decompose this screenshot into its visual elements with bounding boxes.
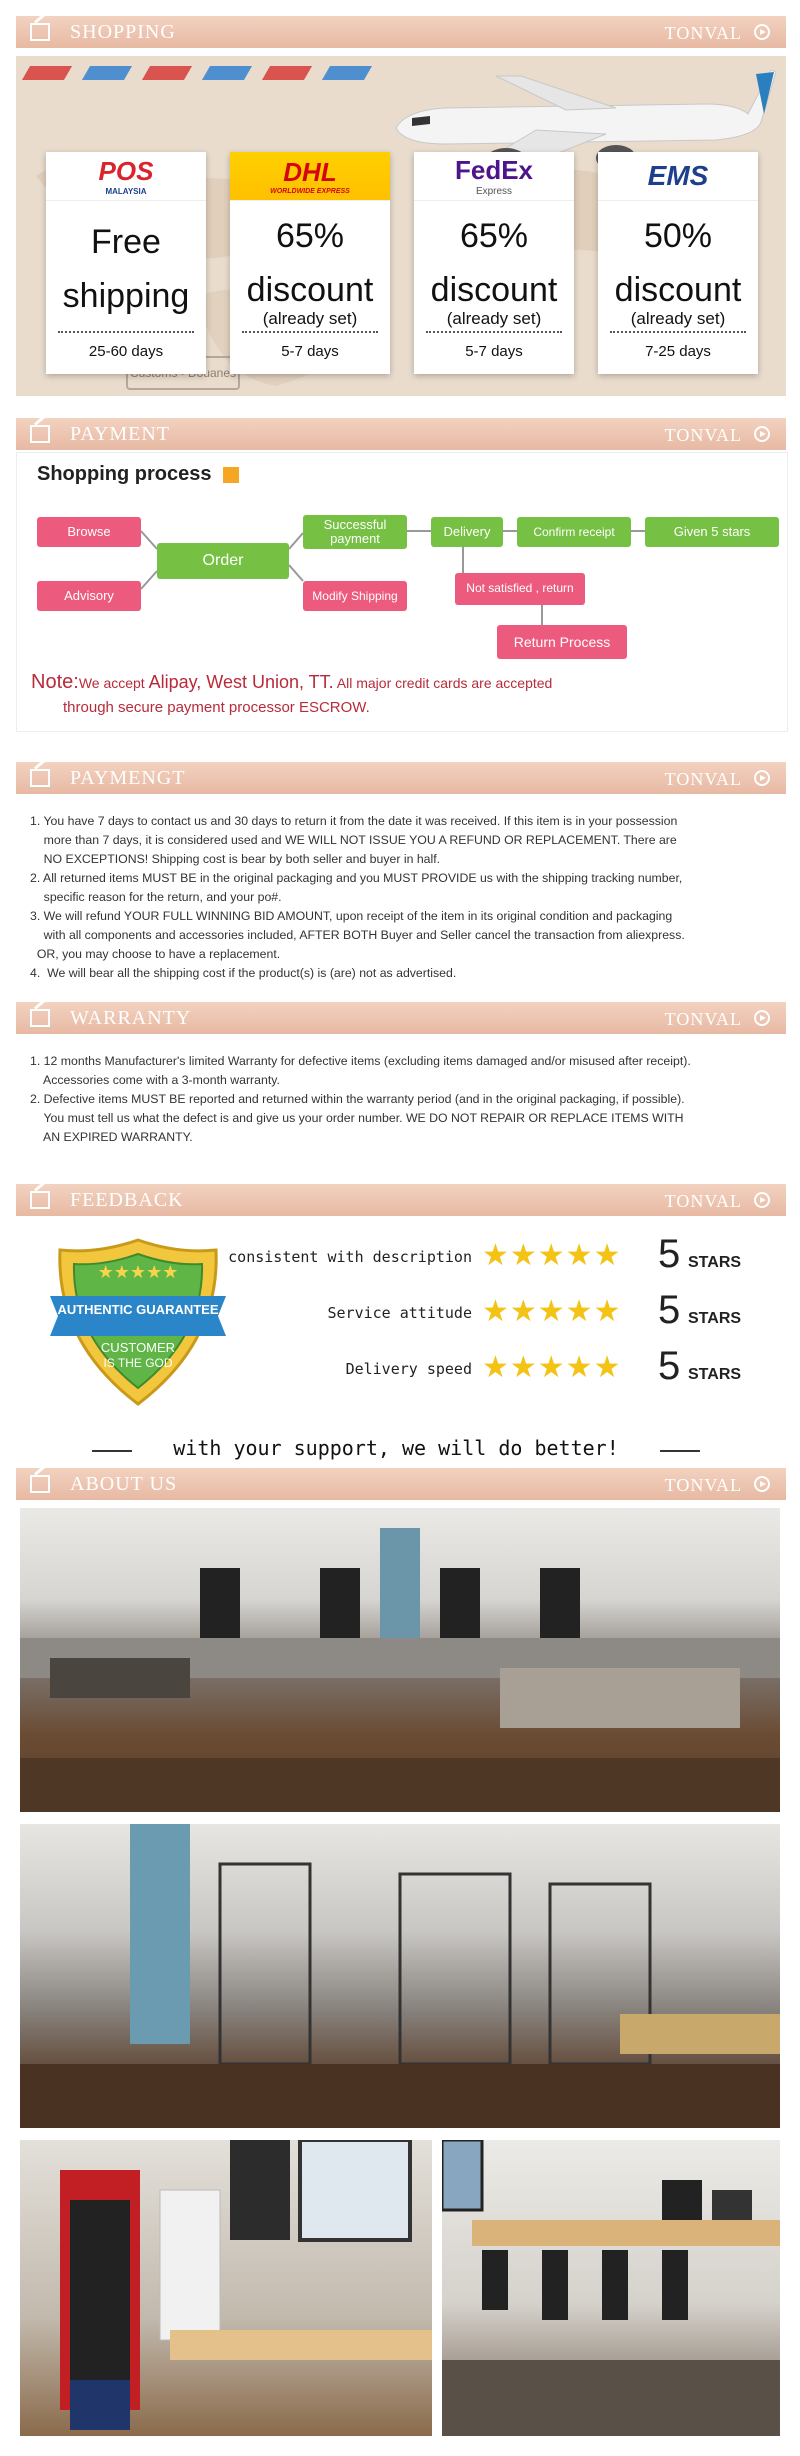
section-title: PAYMENT [70, 423, 170, 445]
brand-label: TONVAL [664, 769, 742, 789]
offer-line1: Free [91, 223, 161, 261]
section-header-feedback [16, 1184, 786, 1216]
offer-line1: 50% [643, 217, 713, 255]
slogan-rule [660, 1450, 700, 1452]
feedback-score: 5 [658, 1232, 681, 1276]
step-given-stars: Given 5 stars [645, 517, 779, 547]
arrow-right-icon[interactable] [754, 24, 770, 40]
term-line: NO EXCEPTIONS! Shipping cost is bear by both seller and buyer in half. [30, 852, 441, 866]
star-rating: ★★★★★ [482, 1295, 622, 1328]
counter-illustration [442, 2140, 780, 2436]
slogan-rule [92, 1450, 132, 1452]
offer-line3: (already set) [446, 309, 542, 328]
note-label: Note: [31, 671, 79, 693]
feedback-unit: STARS [688, 1254, 742, 1271]
edit-icon [30, 1009, 50, 1027]
carrier-logo [46, 152, 206, 201]
office-illustration [20, 1508, 780, 1812]
feedback-unit: STARS [688, 1366, 742, 1383]
arrow-right-icon[interactable] [754, 1476, 770, 1492]
badge-line1: CUSTOMER [100, 1340, 176, 1355]
carrier-name: FedEx [454, 155, 534, 185]
feedback-unit: STARS [688, 1310, 742, 1327]
offer-line2: discount [246, 271, 374, 309]
step-confirm-receipt: Confirm receipt [517, 517, 631, 547]
offer-line2: shipping [62, 277, 190, 315]
airmail-stripe [202, 66, 252, 80]
office-photo [20, 1508, 780, 1812]
section-header-warranty [16, 1002, 786, 1034]
section-header-shopping [16, 16, 786, 48]
term-line: 3. We will refund YOUR FULL WINNING BID AMOUNT, upon receipt of the item in its original condition and packaging [30, 909, 673, 923]
kitchen-illustration [20, 2140, 432, 2436]
carrier-logo [230, 152, 390, 201]
process-arrows [17, 453, 787, 673]
step-not-satisfied: Not satisfied , return [455, 573, 585, 605]
feedback-label: Delivery speed [345, 1360, 472, 1378]
offer-line1: 65% [275, 217, 345, 255]
feedback-score: 5 [658, 1344, 681, 1388]
arrow-right-icon[interactable] [754, 1192, 770, 1208]
delivery-days: 7-25 days [610, 331, 746, 360]
arrow-right-icon[interactable] [754, 426, 770, 442]
svg-text:★★★★★: ★★★★★ [97, 1262, 179, 1283]
warehouse-illustration [20, 1824, 780, 2128]
step-modify-shipping: Modify Shipping [303, 581, 407, 611]
payment-note [31, 671, 552, 694]
edit-icon [30, 1475, 50, 1493]
shipping-card-dhl [230, 152, 390, 374]
step-successful-payment: Successful payment [303, 515, 407, 549]
badge-ribbon: AUTHENTIC GUARANTEE [57, 1302, 219, 1317]
offer-line1: 65% [459, 217, 529, 255]
term-line: AN EXPIRED WARRANTY. [30, 1130, 193, 1144]
note-methods: Alipay, West Union, TT. [148, 672, 334, 692]
section-title: PAYMENGT [70, 767, 186, 789]
section-title: FEEDBACK [70, 1189, 184, 1211]
airmail-stripe [82, 66, 132, 80]
carrier-sub: Express [475, 186, 513, 197]
payment-process-panel [16, 452, 788, 732]
feedback-label: consistent with description [228, 1248, 472, 1266]
note-pre: We accept [78, 675, 149, 691]
payment-note-line2: through secure payment processor ESCROW. [63, 699, 370, 716]
payment-terms [30, 812, 770, 983]
note-post: All major credit cards are accepted [333, 675, 553, 691]
section-title: ABOUT US [70, 1473, 178, 1495]
feedback-label: Service attitude [327, 1304, 472, 1322]
carrier-sub: WORLDWIDE EXPRESS [270, 188, 350, 195]
airmail-stripe [322, 66, 372, 80]
customs-stamp: Douanes [126, 356, 240, 390]
term-line: 1. You have 7 days to contact us and 30 days to return it from the date it was received. If this item is in your possession [30, 814, 678, 828]
shipping-card-pos [46, 152, 206, 374]
term-line: 2. Defective items MUST BE reported and returned within the warranty period (and in the original packaging, if possible). [30, 1092, 685, 1106]
airmail-stripe [22, 66, 72, 80]
edit-icon [30, 23, 50, 41]
offer-line2: discount [614, 271, 742, 309]
shipping-banner [16, 56, 786, 396]
arrow-right-icon[interactable] [754, 1010, 770, 1026]
section-header-about [16, 1468, 786, 1500]
step-order: Order [157, 543, 289, 579]
term-line: 2. All returned items MUST BE in the original packaging and you MUST PROVIDE us with the shipping tracking number, [30, 871, 683, 885]
warranty-terms [30, 1052, 770, 1147]
term-line: Accessories come with a 3-month warranty. [30, 1073, 280, 1087]
section-title: WARRANTY [70, 1007, 192, 1029]
step-browse: Browse [37, 517, 141, 547]
step-delivery: Delivery [431, 517, 503, 547]
star-rating: ★★★★★ [482, 1239, 622, 1272]
process-heading: Shopping process [37, 463, 212, 485]
feedback-score: 5 [658, 1288, 681, 1332]
kitchen-photo-left [20, 2140, 432, 2436]
delivery-days: 5-7 days [242, 331, 378, 360]
section-header-payment [16, 418, 786, 450]
brand-label: TONVAL [664, 425, 742, 445]
brand-label: TONVAL [664, 1475, 742, 1495]
arrow-right-icon[interactable] [754, 770, 770, 786]
badge-line2: IS THE GOD [103, 1356, 173, 1370]
term-line: 4. We will bear all the shipping cost if the product(s) is (are) not as advertised. [30, 966, 457, 980]
offer-line2: discount [430, 271, 558, 309]
term-line: 1. 12 months Manufacturer's limited Warranty for defective items (excluding items damaged and/or misused after receipt). [30, 1054, 691, 1068]
kitchen-photo-right [442, 2140, 780, 2436]
term-line: specific reason for the return, and your po#. [30, 890, 282, 904]
brand-label: TONVAL [664, 1191, 742, 1211]
carrier-sub: MALAYSIA [105, 187, 147, 196]
carrier-name: POS [98, 156, 154, 186]
carrier-name: EMS [647, 160, 709, 191]
section-title: SHOPPING [70, 21, 176, 43]
carrier-logo [598, 152, 758, 201]
section-header-paymengt [16, 762, 786, 794]
term-line: OR, you may choose to have a replacement. [30, 947, 281, 961]
delivery-days: 25-60 days [58, 331, 194, 360]
term-line: more than 7 days, it is considered used and WE WILL NOT ISSUE YOU A REFUND OR REPLACEMENT. There are [30, 833, 677, 847]
airmail-stripe [262, 66, 312, 80]
brand-label: TONVAL [664, 23, 742, 43]
shipping-card-ems [598, 152, 758, 374]
edit-icon [30, 769, 50, 787]
brand-label: TONVAL [664, 1009, 742, 1029]
edit-icon [30, 425, 50, 443]
offer-line3: (already set) [262, 309, 358, 328]
offer-line3: (already set) [630, 309, 726, 328]
carrier-name: DHL [283, 157, 337, 187]
term-line: with all components and accessories included, AFTER BOTH Buyer and Seller cancel the transaction from aliexpress. [30, 928, 685, 942]
shipping-card-fedex [414, 152, 574, 374]
airmail-stripe [142, 66, 192, 80]
warehouse-photo [20, 1824, 780, 2128]
delivery-days: 5-7 days [426, 331, 562, 360]
star-rating: ★★★★★ [482, 1351, 622, 1384]
term-line: You must tell us what the defect is and give us your order number. WE DO NOT REPAIR OR REPLACE ITEMS WITH [30, 1111, 684, 1125]
edit-icon [30, 1191, 50, 1209]
step-advisory: Advisory [37, 581, 141, 611]
carrier-logo [414, 152, 574, 201]
authentic-guarantee-badge [48, 1232, 228, 1412]
support-slogan: with your support, we will do better! [173, 1436, 619, 1460]
step-return-process: Return Process [497, 625, 627, 659]
